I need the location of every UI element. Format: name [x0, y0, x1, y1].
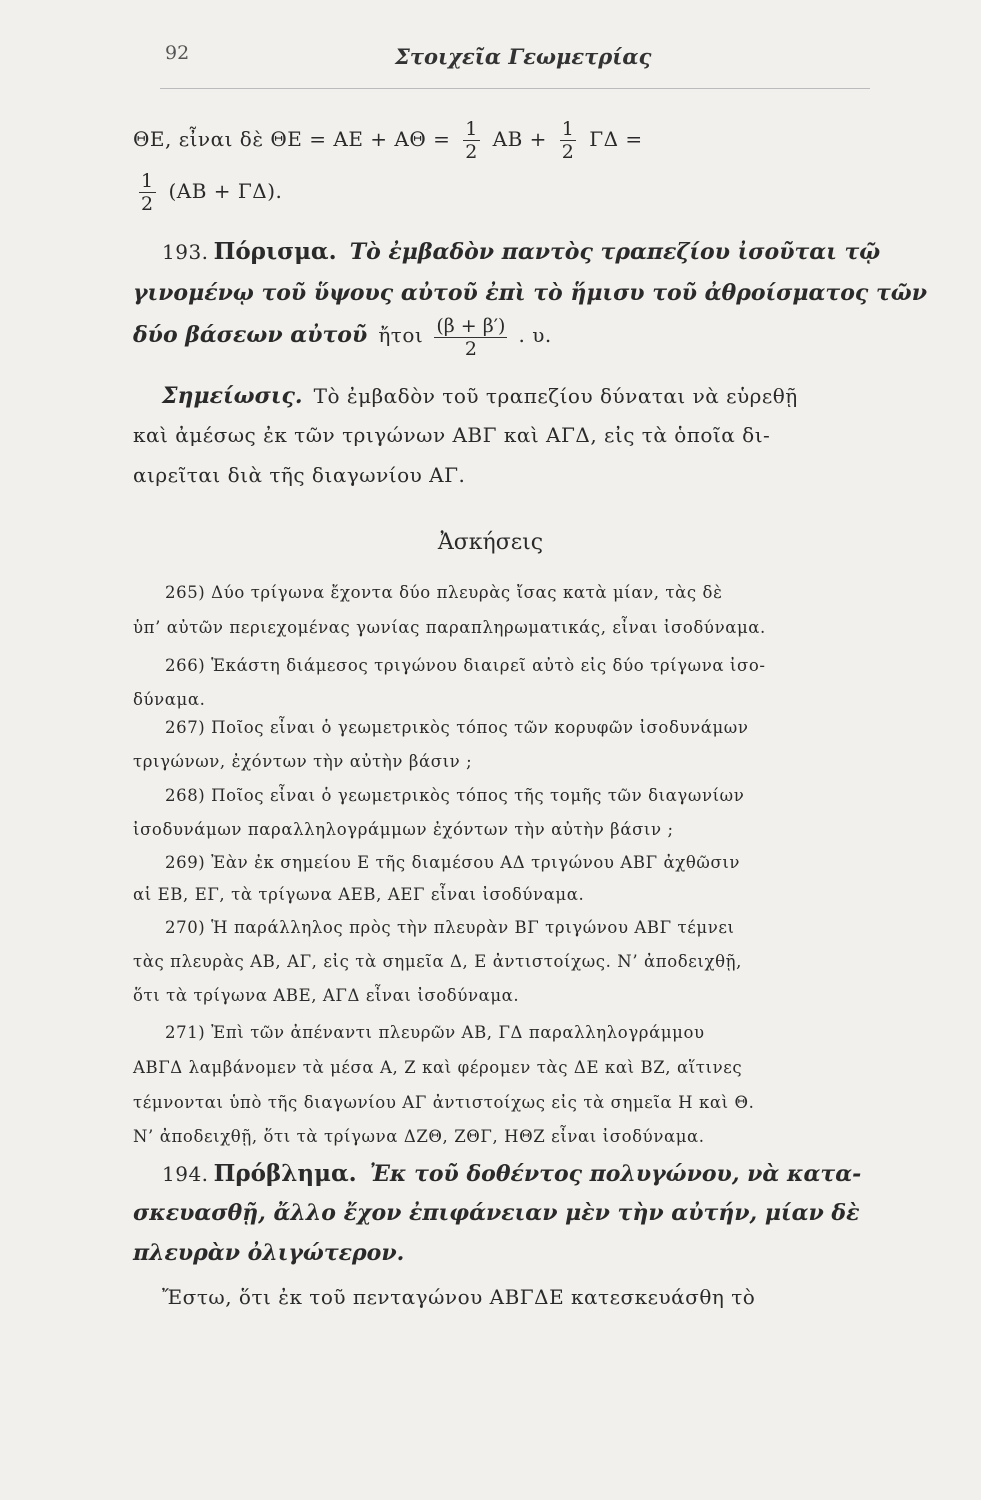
proof-text-b: ΑΒ +	[492, 127, 547, 151]
section-193-tail: . υ.	[518, 323, 552, 347]
section-194-statement-1: Ἐκ τοῦ δοθέντος πολυγώνου, νὰ κατα-	[369, 1161, 862, 1187]
proof-line-2	[133, 170, 282, 215]
fraction-half-3: $\frac{1}{2}$	[141, 170, 154, 215]
page-header	[0, 40, 981, 80]
proof-line-1	[133, 118, 643, 163]
exercise-265-line-1: 265) Δύο τρίγωνα ἔχοντα δύο πλευρὰς ἴσας κατὰ μίαν, τὰς δὲ	[165, 583, 723, 602]
note-text-1: Τὸ ἐμβαδὸν τοῦ τραπεζίου δύναται νὰ εὑρεθῇ	[313, 384, 798, 408]
exercise-269-line-1: 269) Ἐὰν ἐκ σημείου Ε τῆς διαμέσου ΑΔ τριγώνου ΑΒΓ ἀχθῶσιν	[165, 853, 741, 872]
section-193-statement-1: Τὸ ἐμβαδὸν παντὸς τραπεζίου ἰσοῦται τῷ	[349, 239, 881, 265]
exercise-271-line-4: Ν’ ἀποδειχθῇ, ὅτι τὰ τρίγωνα ΔΖΘ, ΖΘΓ, ΗΘΖ εἶναι ἰσοδύναμα.	[133, 1127, 705, 1146]
exercise-270-line-1: 270) Ἡ παράλληλος πρὸς τὴν πλευρὰν ΒΓ τριγώνου ΑΒΓ τέμνει	[165, 918, 735, 937]
section-194-text-4: Ἔστω, ὅτι ἐκ τοῦ πενταγώνου ΑΒΓΔΕ κατεσκευάσθη τὸ	[162, 1285, 756, 1309]
exercises-title: Ἀσκήσεις	[437, 530, 544, 555]
exercise-265-line-2: ὑπ’ αὐτῶν περιεχομένας γωνίας παραπληρωματικάς, εἶναι ἰσοδύναμα.	[133, 618, 766, 637]
exercise-270-line-3: ὅτι τὰ τρίγωνα ΑΒΕ, ΑΓΔ εἶναι ἰσοδύναμα.	[133, 986, 520, 1005]
exercise-269-line-2: αἱ ΕΒ, ΕΓ, τὰ τρίγωνα ΑΕΒ, ΑΕΓ εἶναι ἰσοδύναμα.	[133, 885, 585, 904]
section-193-statement-3: δύο βάσεων αὐτοῦ	[133, 322, 368, 348]
section-193-line-3	[133, 315, 552, 360]
exercise-270-line-2: τὰς πλευρὰς ΑΒ, ΑΓ, εἰς τὰ σημεῖα Δ, Ε ἀντιστοίχως. Ν’ ἀποδειχθῇ,	[133, 952, 742, 971]
proof-text-a: ΘΕ, εἶναι δὲ ΘΕ = ΑΕ + ΑΘ =	[133, 127, 451, 151]
note-text-2: καὶ ἀμέσως ἐκ τῶν τριγώνων ΑΒΓ καὶ ΑΓΔ, εἰς τὰ ὁποῖα δι-	[133, 423, 771, 447]
section-194-number: 194.	[162, 1162, 209, 1186]
header-rule	[160, 88, 870, 89]
section-194-statement-2: σκευασθῇ, ἄλλο ἔχον ἐπιφάνειαν μὲν τὴν αὐτήν, μίαν δὲ	[133, 1200, 860, 1226]
note-text-3: αιρεῖται διὰ τῆς διαγωνίου ΑΓ.	[133, 463, 466, 487]
proof-text-d: (ΑΒ + ΓΔ).	[168, 179, 283, 203]
section-193-number: 193.	[162, 240, 209, 264]
proof-text-c: ΓΔ =	[589, 127, 643, 151]
note-line-1	[162, 383, 798, 409]
exercise-271-line-3: τέμνονται ὑπὸ τῆς διαγωνίου ΑΓ ἀντιστοίχως εἰς τὰ σημεῖα Η καὶ Θ.	[133, 1093, 755, 1112]
running-title: Στοιχεῖα Γεωμετρίας	[395, 44, 652, 69]
section-193-heading: Πόρισμα.	[213, 238, 337, 265]
section-193-line-1	[162, 238, 880, 265]
exercise-268-line-2: ἰσοδυνάμων παραλληλογράμμων ἐχόντων τὴν αὐτὴν βάσιν ;	[133, 820, 674, 839]
exercise-268-line-1: 268) Ποῖος εἶναι ὁ γεωμετρικὸς τόπος τῆς τομῆς τῶν διαγωνίων	[165, 786, 745, 805]
section-194-line-1	[162, 1160, 861, 1187]
exercise-271-line-1: 271) Ἐπὶ τῶν ἀπέναντι πλευρῶν ΑΒ, ΓΔ παραλληλογράμμου	[165, 1023, 705, 1042]
section-194-statement-3: πλευρὰν ὀλιγώτερον.	[133, 1240, 405, 1266]
fraction-half-1: $\frac{1}{2}$	[465, 118, 478, 163]
exercise-266-line-2: δύναμα.	[133, 690, 206, 709]
section-193-statement-2: γινομένῳ τοῦ ὕψους αὐτοῦ ἐπὶ τὸ ἥμισυ τοῦ ἀθροίσματος τῶν	[133, 280, 927, 306]
exercise-267-line-2: τριγώνων, ἐχόντων τὴν αὐτὴν βάσιν ;	[133, 752, 473, 771]
exercise-267-line-1: 267) Ποῖος εἶναι ὁ γεωμετρικὸς τόπος τῶν κορυφῶν ἰσοδυνάμων	[165, 718, 749, 737]
fraction-half-2: $\frac{1}{2}$	[561, 118, 575, 163]
note-label: Σημείωσις.	[162, 383, 303, 409]
fraction-bases: $\frac{(\beta + \beta')}{2}$	[436, 315, 506, 360]
exercise-271-line-2: ΑΒΓΔ λαμβάνομεν τὰ μέσα Α, Ζ καὶ φέρομεν τὰς ΔΕ καὶ ΒΖ, αἵτινες	[133, 1058, 743, 1077]
exercise-266-line-1: 266) Ἑκάστη διάμεσος τριγώνου διαιρεῖ αὐτὸ εἰς δύο τρίγωνα ἰσο-	[165, 656, 766, 675]
section-193-etoi: ἤτοι	[378, 323, 424, 347]
section-194-heading: Πρόβλημα.	[213, 1160, 357, 1187]
page-number: 92	[165, 42, 190, 64]
